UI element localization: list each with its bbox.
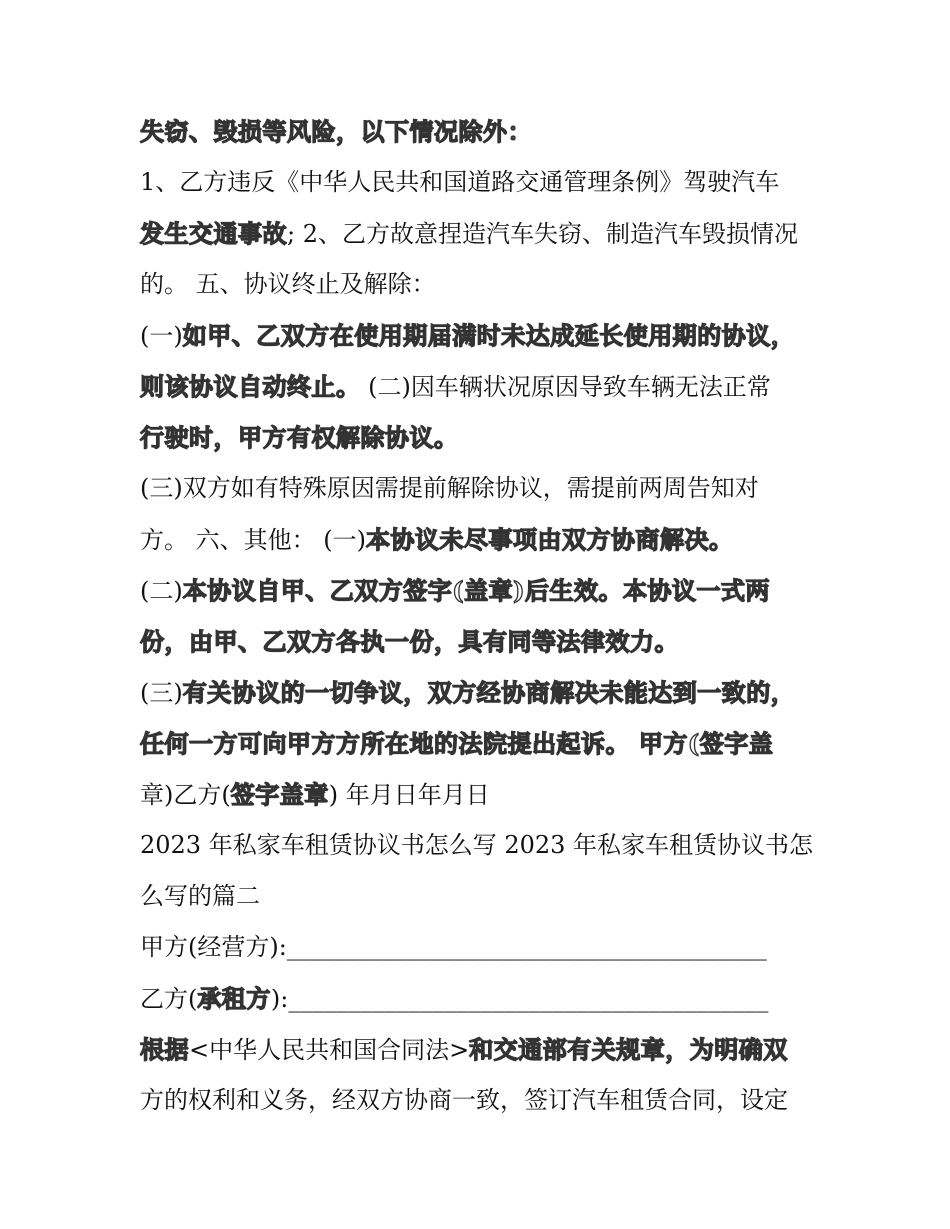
- text-line-3: [140, 208, 830, 259]
- text-line-15: [140, 820, 830, 871]
- text-run: 发生交通事故: [140, 219, 287, 248]
- text-run: <中华人民共和国合同法>: [189, 1036, 470, 1064]
- text-run: (三)双方如有特殊原因需提前解除协议，需提前两周告知对: [140, 474, 759, 502]
- text-line-7: [140, 412, 830, 463]
- text-run: 的。 五、协议终止及解除：: [140, 270, 436, 298]
- text-run: 签字盖章: [230, 780, 329, 809]
- text-line-19: [140, 1024, 830, 1075]
- text-run: 么写的篇二: [140, 882, 260, 910]
- text-line-8: [140, 463, 830, 514]
- text-run: (二)因车辆状况原因导致车辆无法正常: [360, 373, 771, 401]
- text-line-10: [140, 565, 830, 616]
- text-line-14: [140, 769, 830, 820]
- text-line-20: [140, 1075, 830, 1126]
- text-line-9: [140, 514, 830, 565]
- text-run: 如甲、乙双方在使用期届满时未达成延长使用期的协议，: [182, 321, 796, 350]
- text-run: ):________________________________________: [270, 985, 769, 1013]
- text-run: 则该协议自动终止。: [140, 372, 361, 401]
- text-run: 和交通部有关规章，为明确双: [469, 1035, 788, 1064]
- text-run: 1、乙方违反《中华人民共和国道路交通管理条例》驾驶汽车: [140, 168, 780, 196]
- text-run: ; 2、乙方故意捏造汽车失窃、制造汽车毁损情况: [287, 220, 798, 248]
- document-body: [140, 106, 830, 1126]
- text-run: 方。 六、其他： (一): [140, 526, 366, 554]
- text-run: (三): [140, 679, 183, 707]
- text-line-2: [140, 157, 830, 208]
- text-run: 有关协议的一切争议，双方经协商解决未能达到一致的，: [182, 678, 796, 707]
- text-line-13: [140, 718, 830, 769]
- text-run: 乙方(: [140, 985, 198, 1013]
- text-run: (二): [140, 577, 183, 605]
- text-run: 份，由甲、乙双方各执一份，具有同等法律效力。: [140, 627, 679, 656]
- text-run: 任何一方可向甲方方所在地的法院提出起诉。 甲方(签字盖: [140, 729, 774, 758]
- text-line-1: [140, 106, 830, 157]
- text-line-5: [140, 310, 830, 361]
- text-run: 根据: [140, 1035, 189, 1064]
- text-run: ) 年月日年月日: [328, 781, 490, 809]
- text-run: 2023 年私家车租赁协议书怎么写 2023 年私家车租赁协议书怎: [140, 831, 814, 859]
- text-run: (一): [140, 322, 183, 350]
- text-run: 本协议自甲、乙双方签字(盖章)后生效。本协议一式两: [182, 576, 770, 605]
- text-line-16: [140, 871, 830, 922]
- text-run: 本协议未尽事项由双方协商解决。: [365, 525, 734, 554]
- text-run: 章)乙方(: [140, 781, 231, 809]
- text-line-11: [140, 616, 830, 667]
- text-run: 甲方(经营方):________________________________________: [140, 933, 767, 961]
- text-line-17: [140, 922, 830, 973]
- text-line-6: [140, 361, 830, 412]
- text-run: 行驶时，甲方有权解除协议。: [140, 423, 459, 452]
- text-run: 方的权利和义务，经双方协商一致，签订汽车租赁合同，设定: [140, 1086, 788, 1114]
- text-line-18: [140, 973, 830, 1024]
- text-run: 失窃、毁损等风险，以下情况除外：: [140, 117, 532, 146]
- text-run: 承租方: [197, 984, 271, 1013]
- text-line-12: [140, 667, 830, 718]
- text-line-4: [140, 259, 830, 310]
